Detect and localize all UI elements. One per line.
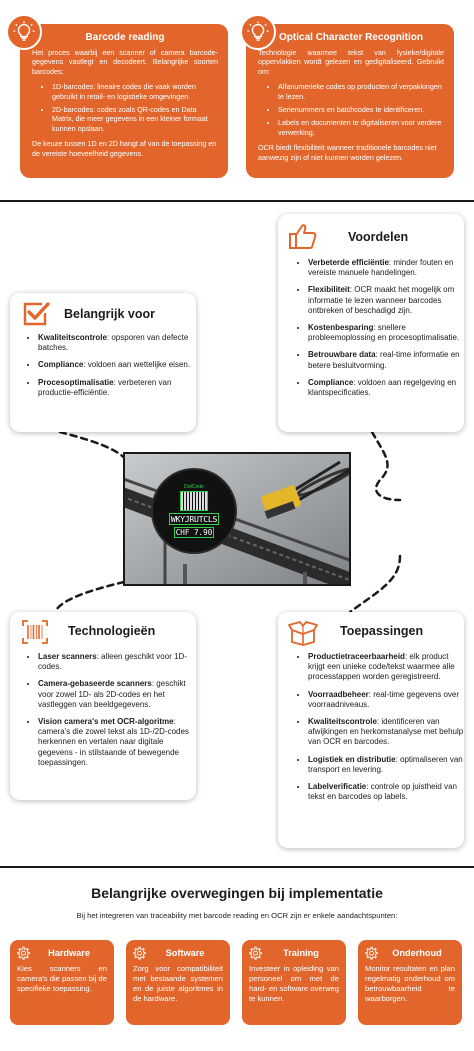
list-item [308,690,466,710]
item-term: Kwaliteitscontrole [38,333,107,342]
toepassingen-title: Toepassingen [340,624,424,638]
ocr-screen [151,468,237,554]
item-term: Betrouwbare data [308,350,376,360]
list-item: • 1D-barcodes: lineaire codes die vaak worden gebruikt in retail- en logistieke omgevingen. [52,82,218,101]
item-text: : voldoen aan wettelijke eisen. [83,360,191,370]
implementatie-subtitle: Bij het integreren van traceability met barcode reading en OCR zijn er enkele aandachtspunten: [76,911,398,920]
item-text: : opsporen van defecte batches. [38,333,189,353]
item-text: : controle op juistheid van tekst en barcodes op labels. [308,782,457,802]
list-item [308,285,464,316]
item-text: : verbeteren van productie-efficiëntie. [38,377,172,397]
list-item [38,652,198,672]
list-item [308,323,464,343]
barcode-card-title: Barcode reading [85,32,165,43]
training-title: Training [283,948,319,958]
implementatie-title: Belangrijke overwegingen bij implementatie [91,885,383,901]
list-item [38,717,198,768]
item-term: Procesoptimalisatie [38,377,114,387]
onderhoud-title: Onderhoud [392,948,442,958]
list-item: • Labels en documenten te digitaliseren voor verdere verwerking. [278,118,444,137]
item-term: Verbeterde efficiëntie [308,258,389,267]
list-item [308,782,466,802]
barcode-card-intro: Het proces waarbij een scanner of camera barcode-gegevens vastlegt en decodeert. Belangrijke soorten barcodes: [32,48,218,76]
box-icon [288,618,318,649]
hardware-title: Hardware [48,948,90,958]
barcode-icon [22,620,48,647]
item-term: Kwaliteitscontrole [308,717,377,727]
item-text: : elk product krijgt een unieke code/tekst waarmee alle processtappen worden geregistreerd. [308,652,455,682]
list-item [38,378,198,398]
onderhoud-text: Monitor resultaten en plan regelmatig onderhoud om betrouwbaarheid te waarborgen. [365,964,455,1003]
belangrijk-card [10,293,196,432]
camera-scene-image [123,452,351,586]
voordelen-list [294,258,464,405]
item-text: : OCR maakt het mogelijk om informatie te lezen wanneer barcodes ontbreken of beschadigd zijn. [308,285,455,315]
datamatrix-icon [180,491,208,511]
item-term: Logistiek en distributie [308,754,396,764]
item-text: : optimaliseren van transport en levering. [308,754,463,774]
ocr-card-footer: OCR biedt flexibiliteit wanneer traditionele barcodes niet aanwezig zijn of niet kunnen worden gelezen. [258,143,437,162]
item-text: : minder fouten en vereiste manuele handelingen. [308,258,454,278]
item-term: Productietraceerbaarheid [308,652,405,661]
technologieen-title: Technologieën [68,624,156,638]
software-text: Zorg voor compatibiliteit met bestaande systemen en de juiste algoritmes in de hardware. [133,964,223,1003]
technologieen-card [10,612,196,800]
item-text: : camera's die zowel tekst als 1D-/2D-codes herkennen en vertalen naar digitale gegevens - in stilstaande of bewegende toepassingen. [38,717,189,767]
item-term: Kostenbesparing [308,323,374,333]
belangrijk-list [24,333,198,405]
list-item [308,258,464,278]
item-text: : real-time gegevens over voorraadniveaus. [308,689,460,709]
item-text: : real-time informatie en betere besluitvorming. [308,350,460,370]
voordelen-title: Voordelen [348,230,409,244]
item-term: Labelverificatie [308,782,367,792]
item-term: Laser scanners [38,652,97,661]
hardware-card [10,940,114,1025]
item-text: : voldoen aan regelgeving en klantspecificaties. [308,377,457,398]
item-text: : geschikt voor zowel 1D- als 2D-codes en het vastleggen van beeldgegevens. [38,679,186,709]
section-divider [0,866,474,868]
training-text: Investeer in opleiding van personeel om met de hard- en software overweg te kunnen. [249,964,339,1003]
ocr-card-intro: Technologie waarmee tekst van fysieke/digitale oppervlakken wordt gelezen en gedigitaliseerd. Gebruikt om: [258,48,444,76]
gear-icon [132,946,146,960]
gear-icon [16,946,30,960]
item-text: : identificeren van afwijkingen en herkomstanalyse met behulp van OCR en barcodes. [308,717,464,747]
belangrijk-title: Belangrijk voor [64,307,155,321]
technologieen-list [24,652,198,775]
item-term: Vision camera's met OCR-algoritme [38,717,174,727]
list-item [308,755,466,775]
onderhoud-card [358,940,462,1025]
item-text: : alleen geschikt voor 1D-codes. [38,652,187,672]
list-item: • Alfanumerieke codes op producten of verpakkingen te lezen. [278,82,444,101]
item-term: Voorraadbeheer [308,689,369,699]
software-card [126,940,230,1025]
software-title: Software [165,948,205,958]
screen-text-line1: WKYJRUTCLS [170,514,218,524]
item-term: Compliance [38,360,84,370]
list-item: • Serienummers en batchcodes te identificeren. [278,105,444,114]
list-item [38,679,198,710]
screen-label: DotCode [184,484,204,490]
item-text: : snellere probleemoplossing en procesoptimalisatie. [308,323,460,343]
gear-icon [248,946,262,960]
screen-text-line2: CHF 7.90 [175,528,213,537]
list-item: • 2D-barcodes: codes zoals QR-codes en Data Matrix, die meer gegevens in een kleiner formaat kunnen opslaan. [52,105,218,133]
toepassingen-list [294,652,466,809]
list-item [308,350,464,370]
list-item [308,652,466,683]
list-item [308,717,466,748]
item-term: Compliance [308,377,354,387]
item-term: Camera-gebaseerde scanners [38,679,152,689]
list-item [38,360,198,370]
toepassingen-card [278,612,464,848]
list-item [308,378,464,398]
ocr-card-title: Optical Character Recognition [279,32,423,43]
checkbox-icon [22,301,50,330]
training-card [242,940,346,1025]
voordelen-card [278,214,464,432]
list-item [38,333,198,353]
hardware-text: Kies scanners en camera's die passen bij de specifieke toepassing. [17,964,107,993]
gear-icon [364,946,378,960]
barcode-card-footer: De keuze tussen 1D en 2D hangt af van de toepassing en de vereiste hoeveelheid gegevens. [32,139,217,158]
item-term: Flexibiliteit [308,285,350,295]
thumbs-up-icon [288,222,318,253]
